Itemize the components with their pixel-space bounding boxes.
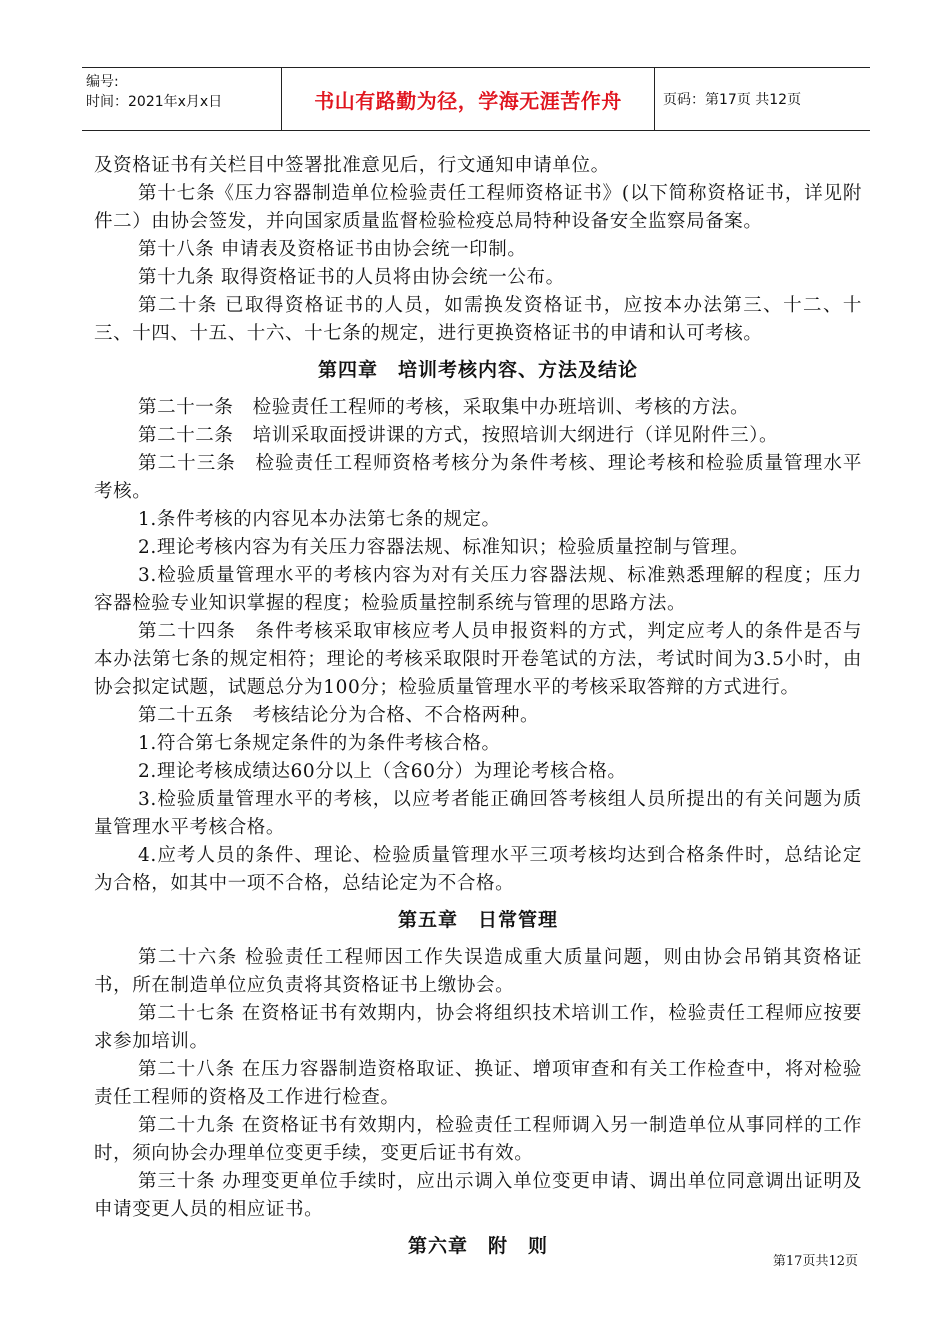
paragraph: 1.条件考核的内容见本办法第七条的规定。 bbox=[138, 509, 501, 530]
paragraph: 第二十条 已取得资格证书的人员，如需换发资格证书，应按本办法第三、十二、十三、十四、十五、十六、十七条的规定，进行更换资格证书的申请和认可考核。 bbox=[94, 295, 862, 344]
paragraph: 第十八条 申请表及资格证书由协会统一印制。 bbox=[138, 239, 527, 260]
paragraph: 第二十一条 检验责任工程师的考核，采取集中办班培训、考核的方法。 bbox=[138, 397, 750, 418]
page-header bbox=[82, 67, 870, 131]
paragraph: 第二十六条 检验责任工程师因工作失误造成重大质量问题，则由协会吊销其资格证书，所在制造单位应负责将其资格证书上缴协会。 bbox=[94, 947, 862, 996]
header-meta bbox=[82, 68, 282, 130]
paragraph: 及资格证书有关栏目中签署批准意见后，行文通知申请单位。 bbox=[94, 155, 610, 176]
paragraph: 第二十九条 在资格证书有效期内，检验责任工程师调入另一制造单位从事同样的工作时，须向协会办理单位变更手续，变更后证书有效。 bbox=[94, 1115, 862, 1164]
chapter-heading: 第五章 日常管理 bbox=[397, 909, 558, 931]
paragraph: 第十七条《压力容器制造单位检验责任工程师资格证书》(以下简称资格证书，详见附件二）由协会签发，并向国家质量监督检验检疫总局特种设备安全监察局备案。 bbox=[94, 183, 862, 232]
paragraph: 3.检验质量管理水平的考核内容为对有关压力容器法规、标准熟悉理解的程度；压力容器检验专业知识掌握的程度；检验质量控制系统与管理的思路方法。 bbox=[94, 565, 862, 614]
header-motto: 书山有路勤为径，学海无涯苦作舟 bbox=[282, 68, 655, 130]
paragraph: 第二十二条 培训采取面授讲课的方式，按照培训大纲进行（详见附件三）。 bbox=[138, 425, 779, 446]
header-page-label: 页码：第17页 共12页 bbox=[663, 92, 802, 108]
paragraph: 第二十七条 在资格证书有效期内，协会将组织技术培训工作，检验责任工程师应按要求参加培训。 bbox=[94, 1003, 862, 1052]
document-body bbox=[94, 152, 862, 1270]
paragraph: 第二十四条 条件考核采取审核应考人员申报资料的方式，判定应考人的条件是否与本办法第七条的规定相符；理论的考核采取限时开卷笔试的方法，考试时间为3.5小时，由协会拟定试题，试题总分为100分；检验质量管理水平的考核采取答辩的方式进行。 bbox=[94, 621, 862, 698]
paragraph: 2.理论考核成绩达60分以上（含60分）为理论考核合格。 bbox=[138, 761, 627, 782]
paragraph: 第十九条 取得资格证书的人员将由协会统一公布。 bbox=[138, 267, 565, 288]
number-label: 编号: bbox=[86, 74, 119, 90]
paragraph: 3.检验质量管理水平的考核，以应考者能正确回答考核组人员所提出的有关问题为质量管理水平考核合格。 bbox=[94, 789, 862, 838]
chapter-heading: 第六章 附 则 bbox=[407, 1235, 548, 1257]
paragraph: 第三十条 办理变更单位手续时，应出示调入单位变更申请、调出单位同意调出证明及申请变更人员的相应证书。 bbox=[94, 1171, 862, 1220]
paragraph: 4.应考人员的条件、理论、检验质量管理水平三项考核均达到合格条件时，总结论定为合格，如其中一项不合格，总结论定为不合格。 bbox=[94, 845, 862, 894]
paragraph: 第二十三条 检验责任工程师资格考核分为条件考核、理论考核和检验质量管理水平考核。 bbox=[94, 453, 862, 502]
paragraph: 第二十八条 在压力容器制造资格取证、换证、增项审查和有关工作检查中，将对检验责任工程师的资格及工作进行检查。 bbox=[94, 1059, 862, 1108]
page-footer: 第17页共12页 bbox=[772, 1254, 858, 1269]
time-label: 时间：2021年x月x日 bbox=[86, 94, 223, 110]
paragraph: 第二十五条 考核结论分为合格、不合格两种。 bbox=[138, 705, 540, 726]
paragraph: 1.符合第七条规定条件的为条件考核合格。 bbox=[138, 733, 501, 754]
paragraph: 2.理论考核内容为有关压力容器法规、标准知识；检验质量控制与管理。 bbox=[138, 537, 749, 558]
chapter-heading: 第四章 培训考核内容、方法及结论 bbox=[317, 359, 638, 381]
